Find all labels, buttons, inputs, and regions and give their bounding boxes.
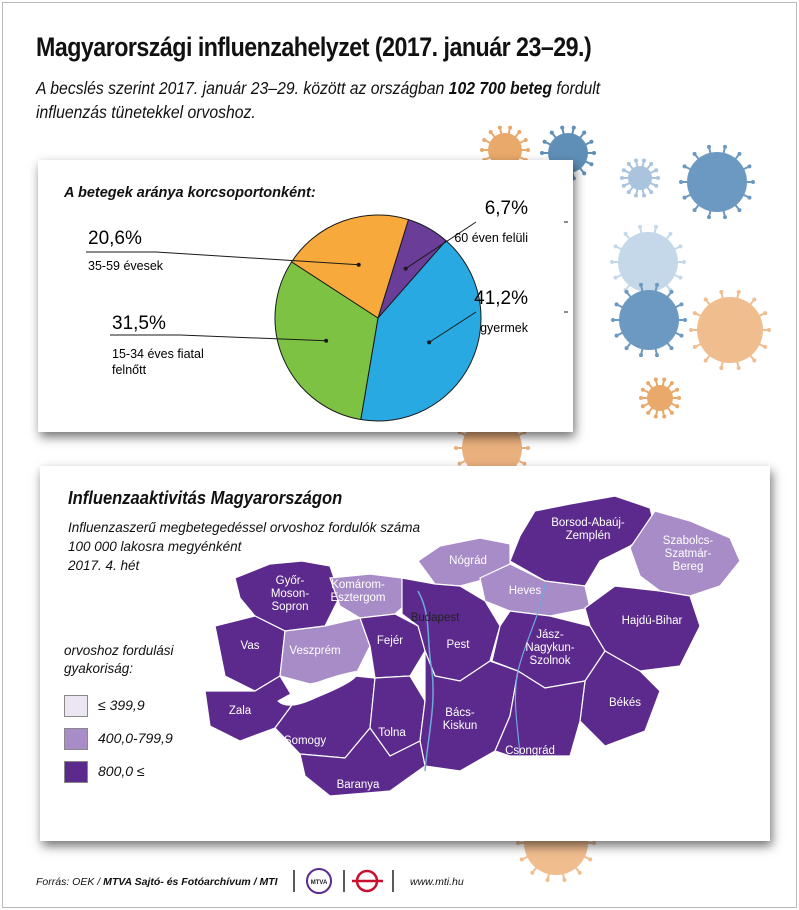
legend-swatch-medium [64, 728, 88, 750]
legend-swatch-high [64, 761, 88, 783]
virus-body [628, 166, 652, 190]
county-label-line: Csongrád [505, 745, 555, 757]
legend-item-medium [64, 728, 214, 750]
legend-label-medium: 400,0-799,9 [98, 730, 173, 746]
county-label [284, 735, 326, 747]
page-subtitle [36, 76, 666, 124]
virus-spike-tip [675, 404, 679, 408]
virus-spike-tip [683, 196, 687, 200]
virus-spike-tip [751, 180, 755, 184]
pie-category-label: 60 éven felüli [454, 231, 528, 245]
page-title: Magyarországi influenzahelyzet (2017. január 23–29.) [36, 32, 592, 62]
virus-spike-tip [482, 138, 486, 142]
county-label [331, 579, 386, 604]
virus-spike-tip [683, 164, 687, 168]
virus-spike-tip [524, 138, 528, 142]
virus-spike-tip [638, 225, 642, 229]
virus-body [647, 385, 673, 411]
county-label [337, 779, 380, 791]
virus-spike-tip [646, 381, 650, 385]
county-label-line: Hajdú-Bihar [621, 615, 683, 627]
virus-particle-icon [610, 225, 686, 299]
virus-spike-tip [639, 283, 643, 287]
county-label [443, 707, 478, 732]
county-label-line: Baranya [336, 779, 380, 791]
virus-spike-tip [526, 148, 530, 152]
virus-spike-tip [719, 290, 723, 294]
virus-spike-tip [678, 276, 682, 280]
county-label [446, 639, 470, 651]
county-label-line: Fejér [376, 635, 404, 647]
virus-spike-tip [679, 302, 683, 306]
footer-logos [290, 866, 410, 896]
virus-spike-tip [625, 290, 629, 294]
virus-spike-tip [489, 130, 493, 134]
virus-spike-tip [707, 215, 711, 219]
virus-spike-tip [639, 396, 643, 400]
county-label-line: Zemplén [565, 530, 611, 542]
pie-category-label: gyermek [480, 321, 528, 335]
virus-spike-tip [543, 140, 547, 144]
virus-spike-tip [622, 184, 626, 188]
virus-spike-tip [615, 334, 619, 338]
virus-spike-tip [747, 164, 751, 168]
virus-spike-tip [582, 131, 586, 135]
county-label [229, 705, 252, 717]
virus-body [697, 297, 763, 363]
virus-spike-tip [693, 208, 697, 212]
virus-spike-tip [530, 871, 534, 875]
map-title: Influenzaaktivitás Magyarországon [68, 488, 343, 508]
virus-body [619, 290, 679, 350]
county-label-line: Veszprém [289, 645, 341, 657]
virus-spike-tip [669, 346, 673, 350]
virus-particle-icon [689, 290, 771, 370]
virus-spike-tip [763, 311, 767, 315]
virus-spike-tip [646, 411, 650, 415]
subtitle-text-1: A becslés szerint 2017. január 23–29. között az országban [36, 78, 449, 98]
virus-spike-tip [610, 260, 614, 264]
virus-spike-tip [654, 415, 658, 419]
county-label [411, 612, 460, 624]
map-card [40, 466, 770, 841]
footer-source [36, 876, 278, 888]
pie-chart-card [38, 160, 573, 432]
county-label-line: Jász- [536, 629, 564, 641]
map-subtitle [68, 518, 420, 575]
county-label-line: Somogy [283, 735, 327, 747]
virus-spike-tip [669, 290, 673, 294]
virus-spike-tip [719, 366, 723, 370]
pie-value-label: 41,2% [474, 288, 528, 309]
virus-spike-tip [693, 345, 697, 349]
pie-category-label: 35-59 évesek [88, 259, 164, 273]
county-label [609, 697, 641, 709]
county-label-line: Budapest [410, 612, 460, 624]
subtitle-text-2: fordult influenzás tünetekkel orvoshoz. [36, 78, 601, 122]
county-label [505, 745, 555, 757]
virus-spike-tip [578, 871, 582, 875]
county-label-line: Kiskun [442, 720, 478, 732]
pie-leader-dot [404, 267, 408, 271]
virus-spike-tip [737, 290, 741, 294]
virus-body [618, 232, 678, 292]
virus-spike-tip [737, 208, 741, 212]
virus-spike-tip [627, 162, 631, 166]
virus-spike-tip [639, 353, 643, 357]
footer-source-agency: MTVA Sajtó- és Fotóarchívum / MTI [103, 876, 278, 888]
legend-title [64, 642, 174, 678]
legend-title-line: gyakoriság: [64, 661, 134, 676]
virus-spike-tip [707, 145, 711, 149]
virus-particle-icon [611, 283, 687, 357]
county-label [241, 640, 260, 652]
county-label-line: Pest [446, 639, 470, 651]
pie-leader-dot [324, 339, 328, 343]
county-label [271, 575, 310, 613]
virus-spike-tip [550, 131, 554, 135]
virus-spike-tip [723, 145, 727, 149]
virus-body [687, 152, 747, 212]
virus-spike-tip [649, 190, 653, 194]
virus-spike-tip [670, 381, 674, 385]
virus-spike-tip [641, 388, 645, 392]
county-label-line: Szolnok [529, 655, 571, 667]
pie-category-label: 15-34 éves fiatal [112, 347, 204, 361]
county-label-line: Esztergom [330, 592, 386, 604]
virus-spike-tip [656, 176, 660, 180]
virus-spike-tip [611, 318, 615, 322]
virus-particle-icon [639, 377, 681, 418]
mtva-logo-text: MTVA [310, 880, 328, 886]
virus-spike-tip [678, 244, 682, 248]
virus-spike-tip [572, 126, 576, 130]
county-label [377, 635, 403, 647]
virus-spike-tip [641, 404, 645, 408]
virus-spike-tip [508, 126, 512, 130]
county-label-line: Szabolcs- [662, 535, 714, 547]
legend-item-low [64, 695, 214, 717]
county-label [289, 645, 340, 657]
virus-spike-tip [620, 176, 624, 180]
pie-chart [38, 160, 573, 432]
virus-spike-tip [540, 151, 544, 155]
pie-chart-title: A betegek aránya korcsoportonként: [64, 185, 316, 201]
virus-spike-tip [546, 878, 550, 882]
virus-spike-tip [516, 841, 520, 845]
county-label-line: Bereg [672, 561, 704, 573]
county-label-line: Nógrád [449, 555, 487, 567]
pie-value-label: 31,5% [112, 313, 166, 334]
virus-spike-tip [588, 857, 592, 861]
virus-spike-tip [649, 162, 653, 166]
pie-leader-dot [427, 340, 431, 344]
virus-spike-tip [589, 162, 593, 166]
virus-spike-tip [654, 377, 658, 381]
county-label-line: Zala [228, 705, 252, 717]
county-label-line: Tolna [378, 727, 406, 739]
virus-spike-tip [682, 260, 686, 264]
virus-spike-tip [627, 190, 631, 194]
virus-spike-tip [642, 194, 646, 198]
virus-spike-tip [679, 180, 683, 184]
county-label-line: Borsod-Abaúj- [551, 517, 625, 529]
county-label [622, 615, 683, 627]
virus-spike-tip [747, 196, 751, 200]
virus-spike-tip [625, 346, 629, 350]
map-subtitle-line: Influenzaszerű megbetegedéssel orvoshoz fordulók száma [68, 520, 420, 535]
legend-swatch-low [64, 695, 88, 717]
pie-leader-dot [357, 263, 361, 267]
map-subtitle-line: 2017. 4. hét [68, 558, 140, 573]
virus-spike-tip [480, 148, 484, 152]
virus-spike-tip [670, 411, 674, 415]
virus-spike-tip [622, 168, 626, 172]
virus-spike-tip [526, 446, 530, 450]
virus-spike-tip [689, 328, 693, 332]
county-label-line: Győr- [275, 575, 305, 587]
county-label-line: Komárom- [331, 579, 385, 591]
county-label-line: Moson- [270, 588, 310, 600]
virus-spike-tip [679, 334, 683, 338]
virus-spike-tip [675, 388, 679, 392]
virus-spike-tip [642, 158, 646, 162]
virus-spike-tip [704, 358, 708, 362]
legend-item-high [64, 761, 214, 783]
footer-source-prefix: Forrás: OEK / [36, 876, 104, 888]
virus-spike-tip [655, 353, 659, 357]
county-label-line: Nagykun- [525, 642, 575, 654]
county-label-line: Sopron [271, 601, 309, 613]
county-label-line: Békés [609, 697, 641, 709]
pie-value-label: 6,7% [484, 198, 528, 219]
virus-spike-tip [763, 345, 767, 349]
virus-spike-tip [634, 194, 638, 198]
virus-spike-tip [589, 140, 593, 144]
virus-spike-tip [454, 446, 458, 450]
virus-spike-tip [592, 841, 596, 845]
virus-spike-tip [498, 126, 502, 130]
county-label [509, 585, 542, 597]
virus-spike-tip [654, 168, 658, 172]
virus-spike-tip [517, 130, 521, 134]
legend-label-low: ≤ 399,9 [98, 697, 145, 713]
virus-spike-tip [752, 298, 756, 302]
county-label [449, 555, 487, 567]
map-subtitle-line: 100 000 lakosra megyénként [68, 539, 242, 554]
virus-spike-tip [752, 358, 756, 362]
virus-spike-tip [693, 152, 697, 156]
virus-spike-tip [582, 171, 586, 175]
county-label-line: Szatmár- [664, 548, 712, 560]
virus-spike-tip [520, 857, 524, 861]
virus-spike-tip [683, 318, 687, 322]
virus-spike-tip [704, 298, 708, 302]
virus-spike-tip [737, 152, 741, 156]
county-label-line: Bács- [445, 707, 475, 719]
virus-spike-tip [677, 396, 681, 400]
pie-value-label: 20,6% [88, 228, 142, 249]
pie-category-label: felnőtt [112, 363, 147, 377]
county-label-line: Vas [240, 640, 260, 652]
footer-url: www.mti.hu [410, 876, 464, 888]
subtitle-patient-count: 102 700 beteg [448, 78, 552, 98]
virus-spike-tip [662, 377, 666, 381]
virus-spike-tip [562, 878, 566, 882]
legend-title-line: orvoshoz fordulási [64, 643, 174, 658]
virus-spike-tip [634, 158, 638, 162]
virus-spike-tip [614, 276, 618, 280]
virus-spike-tip [693, 311, 697, 315]
virus-spike-tip [767, 328, 771, 332]
virus-spike-tip [737, 366, 741, 370]
virus-spike-tip [624, 232, 628, 236]
county-label [378, 727, 406, 739]
virus-spike-tip [614, 244, 618, 248]
virus-spike-tip [560, 126, 564, 130]
virus-spike-tip [655, 283, 659, 287]
virus-particle-icon [679, 145, 755, 219]
virus-spike-tip [662, 415, 666, 419]
virus-spike-tip [654, 225, 658, 229]
virus-spike-tip [723, 215, 727, 219]
virus-spike-tip [615, 302, 619, 306]
virus-spike-tip [668, 232, 672, 236]
virus-spike-tip [654, 184, 658, 188]
virus-particle-icon [620, 158, 660, 197]
county-label-line: Heves [508, 585, 542, 597]
virus-spike-tip [592, 151, 596, 155]
legend-label-high: 800,0 ≤ [98, 763, 145, 779]
